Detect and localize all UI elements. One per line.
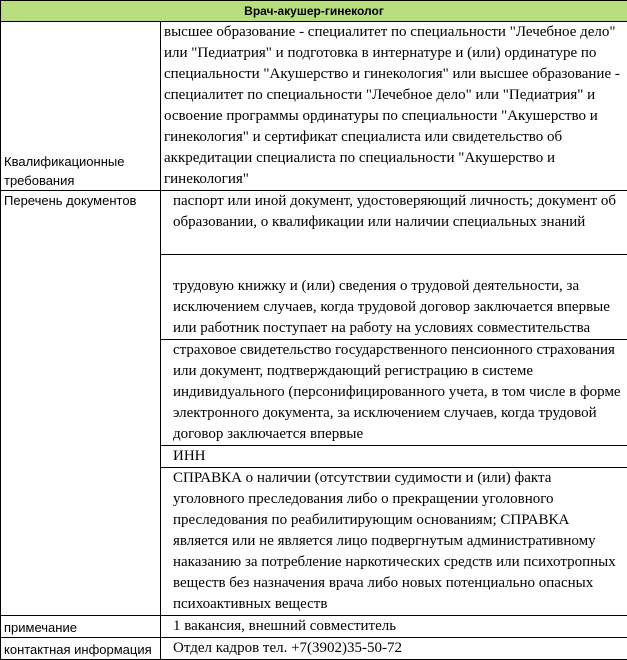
documents-label: Перечень документов — [1, 191, 161, 616]
documents-row-1 — [1, 191, 627, 255]
document-item: страховое свидетельство государственного пенсионного страхования или документ, подтверждающий регистрацию в системе индивидуального (персонифицированного учета, в том числе в форме электронного документа, за исключением случаев, когда трудовой договор заключается впервые — [161, 340, 627, 446]
note-value: 1 вакансия, внешний совместитель — [161, 616, 627, 638]
title-row — [1, 1, 627, 22]
document-item: паспорт или иной документ, удостоверяющий личность; документ об образовании, о квалификации или наличии специальных знаний — [161, 191, 627, 255]
document-item: ИНН — [161, 446, 627, 468]
qualification-row — [1, 22, 627, 191]
note-row — [1, 616, 627, 638]
contact-row — [1, 638, 627, 660]
note-label: примечание — [1, 616, 161, 638]
vacancy-title: Врач-акушер-гинеколог — [1, 1, 627, 22]
document-item: трудовую книжку и (или) сведения о трудовой деятельности, за исключением случаев, когда трудовой договор заключается впервые или работник поступает на работу на условиях совместительства — [161, 255, 627, 340]
contact-label: контактная информация — [1, 638, 161, 660]
document-item: СПРАВКА о наличии (отсутствии судимости и (или) факта уголовного преследования либо о прекращении уголовного преследования по реабилитирующим основаниям; СПРАВКА является или не является лицо подвергнутым административному наказанию за потребление наркотических средств или психотропных веществ без назначения врача либо новых потенциально опасных психоактивных веществ — [161, 468, 627, 616]
qualification-label: Квалификационные требования — [1, 22, 161, 191]
qualification-text: высшее образование - специалитет по специальности "Лечебное дело" или "Педиатрия" и подготовка в интернатуре и (или) ординатуре по специальности "Акушерство и гинекология" или высшее образование - специалитет по специальности "Лечебное дело" или "Педиатрия" и освоение программы ординатуры по специальности "Акушерство и гинекология" и сертификат специалиста или свидетельство об аккредитации специалиста по специальности "Акушерство и гинекология" — [161, 22, 627, 191]
contact-value: Отдел кадров тел. +7(3902)35-50-72 — [161, 638, 627, 660]
